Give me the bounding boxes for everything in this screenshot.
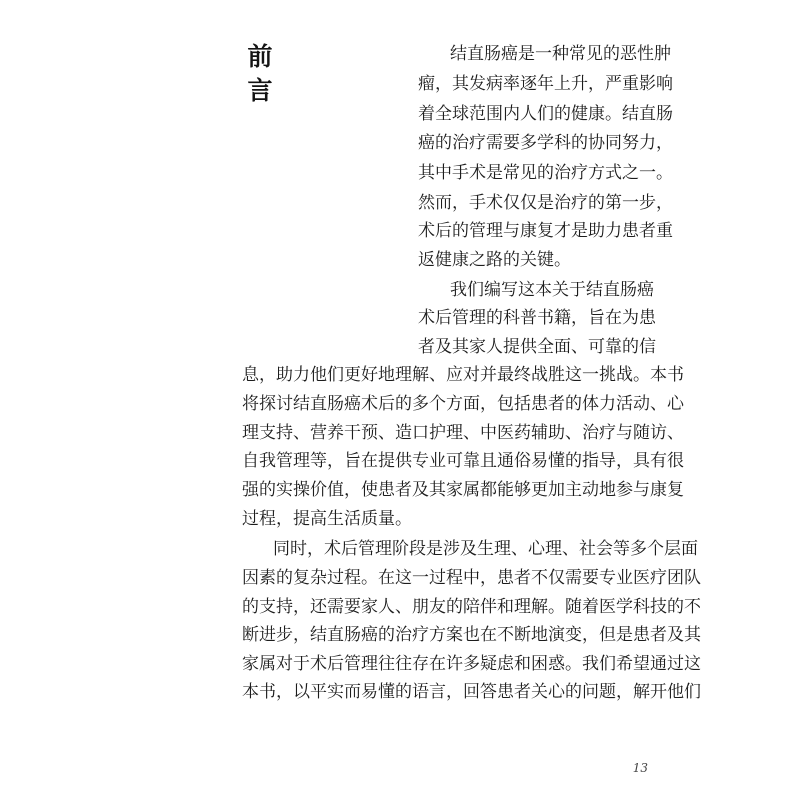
paragraph-line: 因素的复杂过程。在这一过程中，患者不仅需要专业医疗团队 <box>242 568 701 588</box>
paragraph-line: 将探讨结直肠癌术后的多个方面，包括患者的体力活动、心 <box>242 394 684 414</box>
paragraph-line: 术后的管理与康复才是助力患者重 <box>418 221 673 241</box>
paragraph-line: 断进步，结直肠癌的治疗方案也在不断地演变，但是患者及其 <box>242 625 701 645</box>
paragraph-line: 我们编写这本关于结直肠癌 <box>450 280 654 300</box>
title-char-1: 前 <box>247 42 273 71</box>
paragraph-line: 然而，手术仅仅是治疗的第一步， <box>418 193 673 213</box>
page-number: 13 <box>632 761 648 775</box>
paragraph-line: 强的实操价值，使患者及其家属都能够更加主动地参与康复 <box>242 480 684 500</box>
paragraph-line: 其中手术是常见的治疗方式之一。 <box>418 163 673 183</box>
title-char-2: 言 <box>247 76 273 105</box>
paragraph-line: 结直肠癌是一种常见的恶性肿 <box>450 44 671 64</box>
paragraph-line: 的支持，还需要家人、朋友的陪伴和理解。随着医学科技的不 <box>242 597 701 617</box>
paragraph-line: 返健康之路的关键。 <box>418 250 571 270</box>
paragraph-line: 理支持、营养干预、造口护理、中医药辅助、治疗与随访、 <box>242 423 684 443</box>
page-title <box>240 40 280 108</box>
paragraph-line: 瘤，其发病率逐年上升，严重影响 <box>418 74 673 94</box>
paragraph-line: 自我管理等，旨在提供专业可靠且通俗易懂的指导，具有很 <box>242 451 684 471</box>
paragraph-line: 本书，以平实而易懂的语言，回答患者关心的问题，解开他们 <box>242 682 701 702</box>
paragraph-line: 同时，术后管理阶段是涉及生理、心理、社会等多个层面 <box>273 539 698 559</box>
paragraph-line: 术后管理的科普书籍，旨在为患 <box>418 308 656 328</box>
paragraph-line: 着全球范围内人们的健康。结直肠 <box>418 104 673 124</box>
paragraph-line: 息，助力他们更好地理解、应对并最终战胜这一挑战。本书 <box>242 365 684 385</box>
paragraph-line: 者及其家人提供全面、可靠的信 <box>418 337 656 357</box>
paragraph-line: 癌的治疗需要多学科的协同努力， <box>418 133 673 153</box>
paragraph-line: 过程，提高生活质量。 <box>242 509 412 529</box>
paragraph-line: 家属对于术后管理往往存在许多疑虑和困惑。我们希望通过这 <box>242 654 701 674</box>
